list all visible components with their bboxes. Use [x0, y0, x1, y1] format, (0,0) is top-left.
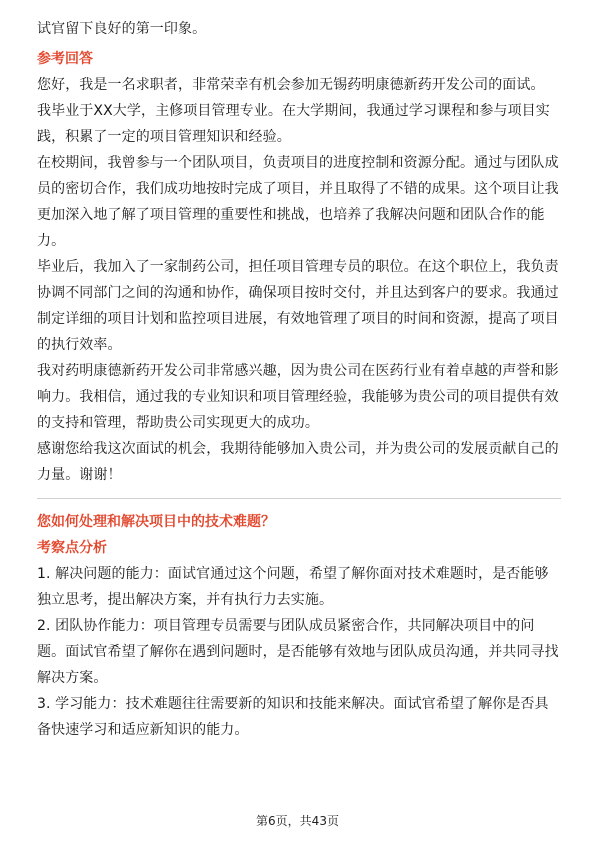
answer-heading: 参考回答 — [37, 51, 93, 67]
analysis-point: 2. 团队协作能力：项目管理专员需要与团队成员紧密合作，共同解决项目中的问题。面试官希望了解你在遇到问题时，是否能够有效地与团队成员沟通，并共同寻找解决方案。 — [37, 618, 559, 686]
analysis-heading: 考察点分析 — [37, 540, 107, 556]
page-number-footer: 第6页，共43页 — [256, 814, 339, 828]
analysis-point: 1. 解决问题的能力：面试官通过这个问题，希望了解你面对技术难题时，是否能够独立思考，提出解决方案，并有执行力去实施。 — [37, 566, 549, 608]
analysis-point: 3. 学习能力：技术难题往往需要新的知识和技能来解决。面试官希望了解你是否具备快速学习和适应新知识的能力。 — [37, 696, 549, 738]
answer-paragraph: 在校期间，我曾参与一个团队项目，负责项目的进度控制和资源分配。通过与团队成员的密切合作，我们成功地按时完成了项目，并且取得了不错的成果。这个项目让我更加深入地了解了项目管理的重要性和挑战，也培养了我解决问题和团队合作的能力。 — [37, 155, 559, 249]
answer-paragraph: 感谢您给我这次面试的机会，我期待能够加入贵公司，并为贵公司的发展贡献自己的力量。谢谢！ — [37, 441, 559, 483]
answer-paragraph: 您好，我是一名求职者，非常荣幸有机会参加无锡药明康德新药开发公司的面试。 — [37, 77, 545, 93]
answer-paragraph: 毕业后，我加入了一家制药公司，担任项目管理专员的职位。在这个职位上，我负责协调不同部门之间的沟通和协作，确保项目按时交付，并且达到客户的要求。我通过制定详细的项目计划和监控项目进展，有效地管理了项目的时间和资源，提高了项目的执行效率。 — [37, 259, 559, 353]
document-page — [37, 16, 561, 743]
question-heading: 您如何处理和解决项目中的技术难题？ — [37, 514, 275, 530]
answer-paragraph: 我对药明康德新药开发公司非常感兴趣，因为贵公司在医药行业有着卓越的声誉和影响力。我相信，通过我的专业知识和项目管理经验，我能够为贵公司的项目提供有效的支持和管理，帮助贵公司实现更大的成功。 — [37, 363, 559, 431]
intro-tail-text: 试官留下良好的第一印象。 — [37, 21, 207, 37]
answer-paragraph: 我毕业于XX大学，主修项目管理专业。在大学期间，我通过学习课程和参与项目实践，积累了一定的项目管理知识和经验。 — [37, 103, 550, 145]
section-divider — [37, 498, 561, 499]
